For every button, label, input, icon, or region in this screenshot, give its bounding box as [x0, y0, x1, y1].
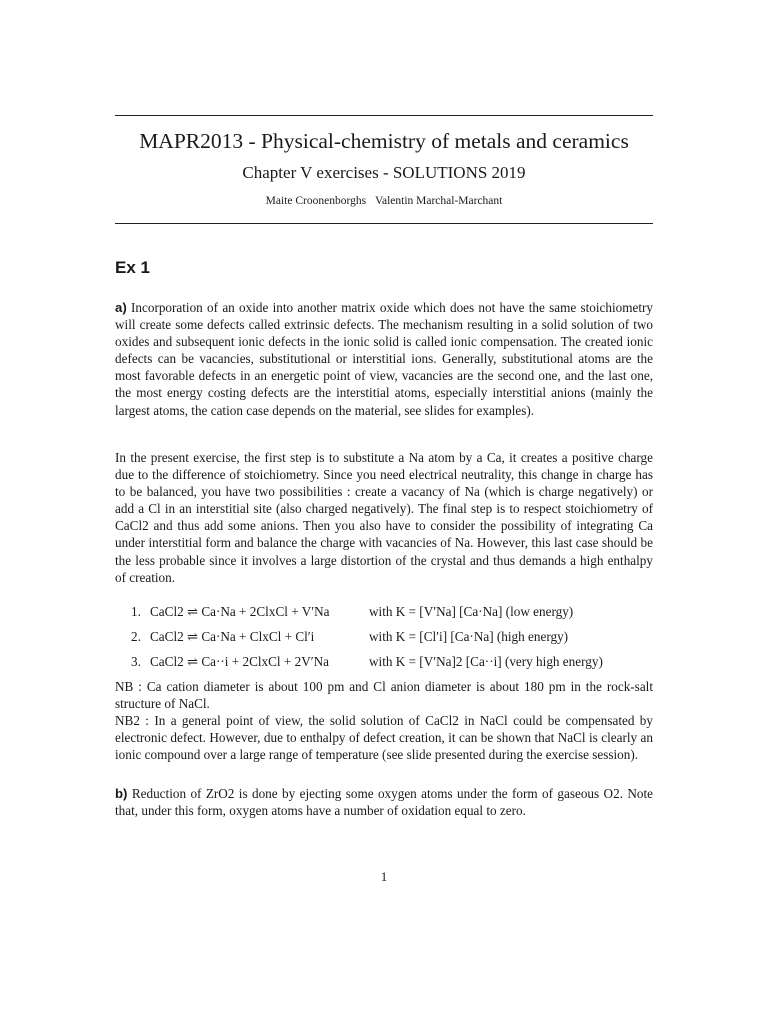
equation-condition	[369, 629, 568, 645]
paragraph-b-text: Reduction of ZrO2 is done by ejecting some oxygen atoms under the form of gaseous O2. Note that, under this form, oxygen atoms have a number of oxidation equal to zero.	[115, 786, 653, 819]
document-subtitle: Chapter V exercises - SOLUTIONS 2019	[242, 163, 526, 182]
equation-condition	[369, 604, 573, 620]
equation-1	[131, 604, 574, 620]
note-nb2: NB2 : In a general point of view, the solid solution of CaCl2 in NaCl could be compensated by electronic defect. However, due to enthalpy of defect creation, it can be shown that NaCl is clearly an ionic compound over a large range of temperature (see slide presented during the exercise session).	[115, 713, 653, 763]
energy-level: (very high energy)	[504, 654, 603, 669]
equation-number: 3.	[131, 654, 141, 669]
note-nb: NB : Ca cation diameter is about 100 pm and Cl anion diameter is about 180 pm in the rock-salt structure of NaCl.	[115, 679, 653, 712]
header-bottom-rule	[115, 223, 653, 224]
equation-3	[131, 654, 603, 670]
document-title: MAPR2013 - Physical-chemistry of metals and ceramics	[139, 129, 629, 153]
author-name: Valentin Marchal-Marchant	[374, 195, 503, 207]
author-name: Maite Croonenborghs	[265, 195, 367, 207]
paragraph-a	[115, 299, 653, 419]
equilibrium-constant: with K = [V′Na]2 [Ca··i]	[369, 654, 502, 669]
equation-reaction: CaCl2 ⇌ Ca··i + 2ClxCl + 2V′Na	[150, 654, 329, 669]
equation-reaction: CaCl2 ⇌ Ca·Na + ClxCl + Cl′i	[150, 629, 315, 644]
energy-level: (low energy)	[505, 604, 574, 619]
authors-line	[115, 195, 653, 207]
section-heading: Ex 1	[115, 258, 150, 277]
equilibrium-constant: with K = [V′Na] [Ca·Na]	[369, 604, 503, 619]
part-a-label: a)	[115, 300, 127, 315]
equation-2	[131, 629, 569, 645]
page-number: 1	[380, 869, 388, 884]
equation-number: 1.	[131, 604, 141, 619]
paragraph-2: In the present exercise, the first step is to substitute a Na atom by a Ca, it creates a positive charge due to the difference of stoichiometry. Since you need electrical neutrality, this change in charge has to be balanced, you have two possibilities : create a vacancy of Na (which is charge negatively) or add a Cl in an interstitial site (also charged negatively). The final step is to respect stoichiometry of CaCl2 and thus add some anions. Then you also have to consider the possibility of integrating Ca under interstitial form and balance the charge with vacancies of Na. However, this last case should be the less probable since it involves a large distortion of the crystal and thus demands a high enthalpy of creation.	[115, 450, 653, 585]
equation-reaction: CaCl2 ⇌ Ca·Na + 2ClxCl + V′Na	[150, 604, 330, 619]
part-b-label: b)	[115, 786, 128, 801]
equation-condition	[369, 654, 603, 670]
paragraph-a-text: Incorporation of an oxide into another matrix oxide which does not have the same stoichiometry will create some defects called extrinsic defects. The mechanism resulting in a solid solution of two oxides and subsequent ionic defects in the ionic solid is called ionic compensation. The created ionic defects can be vacancies, substitutional or interstitial ions. Generally, substitutional atoms are the most favorable defects in an energetic point of view, vacancies are the second one, and the last one, the most energy costing defects are the interstitial atoms, especially interstitial anions (mainly the largest atoms, the cation case depends on the material, see slides for examples).	[115, 300, 653, 418]
energy-level: (high energy)	[496, 629, 569, 644]
equation-number: 2.	[131, 629, 141, 644]
equilibrium-constant: with K = [Cl′i] [Ca·Na]	[369, 629, 494, 644]
header-top-rule	[115, 115, 653, 116]
paragraph-b	[115, 785, 653, 819]
